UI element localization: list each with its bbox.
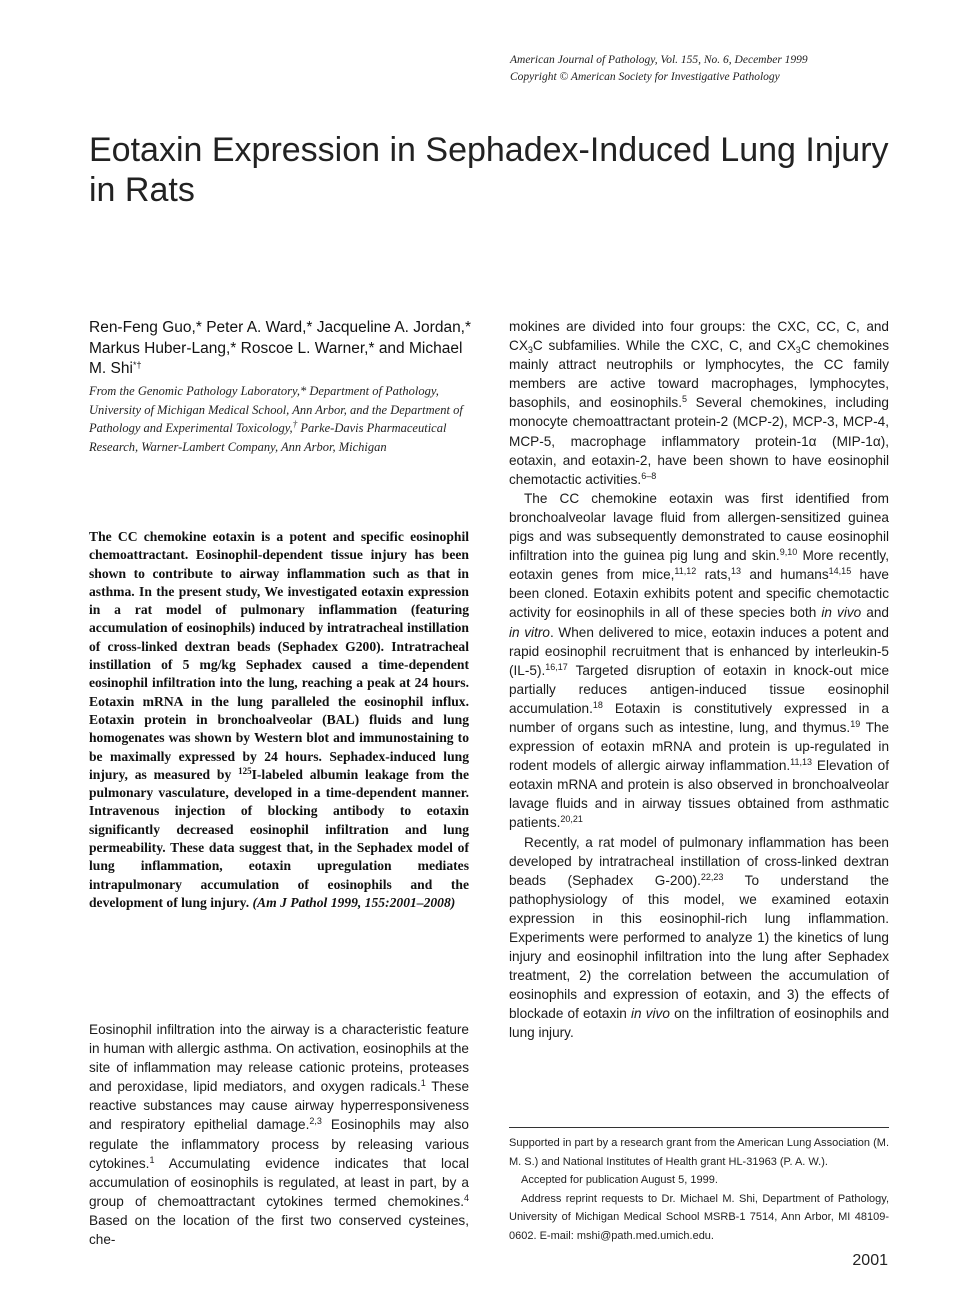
body-text: These reactive substances may cause airway hyperresponsiveness and respiratory epithelial damage. <box>89 1079 470 1133</box>
body-text: Based on the location of the first two conserved cysteines, che- <box>89 1212 469 1248</box>
abstract <box>89 528 469 912</box>
introduction-paragraph <box>89 1020 469 1249</box>
reference-superscript: 13 <box>731 566 742 577</box>
reference-superscript: 4 <box>463 1192 469 1203</box>
body-paragraph <box>509 489 889 833</box>
body-text: Eotaxin is constitutively expressed in a number of organs such as intestine, lung, and thymus. <box>509 700 889 735</box>
body-paragraph <box>509 833 889 1043</box>
body-text: and humans <box>741 567 829 583</box>
journal-header <box>510 52 930 86</box>
abstract-text: I-labeled albumin leakage from the pulmonary vasculature, developed in a time-dependent manner. Intravenous injection of blocking antibody to eotaxin significantly decreased eosinophil infiltration and lung permeability. These data suggest that, in the Sephadex model of lung inflammation, eotaxin upregulation mediates intrapulmonary accumulation of eosinophils and the development of lung injury. <box>89 766 469 910</box>
journal-citation: American Journal of Pathology, Vol. 155, No. 6, December 1999 <box>510 54 808 66</box>
body-text: mokines are divided into four groups: the CXC, CC, C, and CX <box>509 319 889 354</box>
body-text: on the infiltration of eosinophils and lung injury. <box>509 1006 890 1041</box>
author-mark: * <box>306 319 313 336</box>
body-text: Accumulating evidence indicates that local accumulation of eosinophils is regulated, at least in part, by a group of chemoattractant cytokines termed chemokines. <box>89 1155 469 1209</box>
author-name: Roscoe L. Warner, <box>240 339 369 357</box>
italic-term: in vitro <box>509 624 550 640</box>
author-list <box>89 318 474 380</box>
author-mark: * <box>195 319 202 336</box>
body-text: Eosinophils may also regulate the inflammatory process by releasing various cytokines. <box>89 1117 469 1171</box>
affiliation-text: Parke-Davis Pharmaceutical Research, Warner-Lambert Company, Ann Arbor, Michigan <box>89 421 447 454</box>
body-text: The expression of eotaxin mRNA and protein is up-regulated in rodent models of allergic airway inflammation. <box>509 719 890 774</box>
funding-note: Supported in part by a research grant from the American Lung Association (M. M. S.) and National Institutes of Health grant HL-31963 (P. A. W.). <box>509 1137 889 1168</box>
body-text: Eosinophil infiltration into the airway is a characteristic feature in human with allergic asthma. On activation, eosinophils at the site of inflammation may release cationic proteins, proteases and peroxidase, lipid mediators, and oxygen radicals. <box>89 1022 469 1095</box>
abstract-citation: (Am J Pathol 1999, 155:2001–2008) <box>252 894 456 910</box>
reference-superscript: 1 <box>420 1078 426 1089</box>
footnotes <box>509 1134 889 1245</box>
reference-superscript: 6–8 <box>641 470 657 481</box>
author-name: Jacqueline A. Jordan, <box>316 319 465 336</box>
reference-superscript: 19 <box>850 718 861 729</box>
abstract-text: The CC chemokine eotaxin is a potent and specific eosinophil chemoattractant. Eosinophil-dependent tissue injury has been shown to contribute to airway inflammation such as that in asthma. In the present study, We investigated eotaxin expression in a rat model of pulmonary inflammation (featuring accumulation of eosinophils) induced by intratracheal instillation of cross-linked dextran beads (Sephadex G200). Intratracheal instillation of 5 mg/kg Sephadex caused a time-dependent eosinophil infiltration into the lung, reaching a peak at 24 hours. Eotaxin mRNA in the lung paralleled the eosinophil influx. Eotaxin protein in bronchoalveolar (BAL) fluids and lung homogenates was shown by Western blot and immunostaining to be maximally expressed by 24 hours. Sephadex-induced lung injury, as measured by <box>89 529 469 782</box>
author-mark: *† <box>132 360 142 370</box>
reprint-note: Address reprint requests to Dr. Michael M. Shi, Department of Pathology, University of Michigan Medical School MSRB-1 7514, Ann Arbor, MI 48109-0602. E-mail: mshi@path.med.umich.edu. <box>509 1192 889 1242</box>
italic-term: in vivo <box>821 605 862 621</box>
reference-superscript: 20,21 <box>560 814 583 825</box>
body-text: have been cloned. Eotaxin exhibits potent and specific chemotactic activity for eosinophils in all of these species both <box>509 567 889 621</box>
reference-superscript: 16,17 <box>545 661 568 672</box>
reference-superscript: 1 <box>149 1154 155 1165</box>
accepted-note: Accepted for publication August 5, 1999. <box>521 1174 718 1186</box>
author-mark: * <box>368 339 375 357</box>
author-name: and Michael M. Shi <box>89 339 463 377</box>
body-text: More recently, eotaxin genes from mice, <box>509 548 889 583</box>
author-mark: * <box>230 339 237 357</box>
subscript: 3 <box>527 345 533 356</box>
journal-copyright: Copyright © American Society for Investigative Pathology <box>510 71 780 83</box>
body-text: and <box>861 605 889 621</box>
reference-superscript: 11,13 <box>790 757 813 768</box>
reference-superscript: 14,15 <box>828 566 852 577</box>
page-number: 2001 <box>852 1252 888 1269</box>
reference-superscript: 9,10 <box>779 547 798 558</box>
reference-superscript: 2,3 <box>309 1116 322 1127</box>
body-paragraph <box>509 317 889 489</box>
affiliations <box>89 382 474 456</box>
body-text: rats, <box>696 567 732 583</box>
body-text: C chemokines mainly attract neutrophils or lymphocytes, the CC family members are active toward macrophages, lymphocytes, basophils, and eosinophils. <box>509 338 889 411</box>
reference-superscript: 5 <box>681 394 687 405</box>
author-name: Ren-Feng Guo, <box>89 319 196 336</box>
footnote-divider <box>509 1127 889 1128</box>
body-text: The CC chemokine eotaxin was first identified from bronchoalveolar lavage fluid from allergen-sensitized guinea pigs and was subsequently demonstrated to cause eosinophil infiltration into the guinea pig lung and skin. <box>509 490 889 564</box>
affiliation-text: Department of Pathology, University of Michigan Medical School, Ann Arbor, and the Department of Pathology and Experimental Toxicology, <box>89 384 463 435</box>
reference-superscript: 22,23 <box>700 871 724 882</box>
body-text: Several chemokines, including monocyte chemoattractant protein-2 (MCP-2), MCP-3, MCP-4, MCP-5, macrophage inflammatory protein-1α (MIP-1α), eotaxin, and eotaxin-2, have been shown to have eosinophil chemotactic activities. <box>509 395 889 487</box>
isotope-superscript: 125 <box>238 765 252 776</box>
affiliation-mark: * <box>299 384 307 398</box>
body-text: C subfamilies. While the CXC, C, and CX <box>532 338 796 354</box>
reference-superscript: 11,12 <box>674 566 697 577</box>
author-mark: * <box>465 319 472 336</box>
affiliation-mark: † <box>292 419 298 429</box>
affiliation-text: From the Genomic Pathology Laboratory, <box>89 384 300 398</box>
body-text: Elevation of eotaxin mRNA and protein is also observed in bronchoalveolar lavage fluids and in airway tissues obtained from asthmatic patients. <box>509 758 889 831</box>
body-text: To understand the pathophysiology of this model, we examined eotaxin expression in this eosinophil-rich lung inflammation. Experiments were performed to analyze 1) the kinetics of lung injury and eosinophil infiltration into the lung after Sephadex treatment, 2) the correlation between the accumulation of eosinophils and expression of eotaxin, and 3) the effects of blockade of eotaxin <box>509 872 889 1022</box>
author-name: Peter A. Ward, <box>206 319 307 336</box>
body-text: Targeted disruption of eotaxin in knock-out mice partially reduces antigen-induced tissue eosinophil accumulation. <box>509 662 889 716</box>
subscript: 3 <box>795 345 801 356</box>
right-column <box>509 317 889 1043</box>
author-name: Markus Huber-Lang, <box>89 339 231 357</box>
article-title: Eotaxin Expression in Sephadex-Induced Lung Injury in Rats <box>89 131 889 209</box>
reference-superscript: 18 <box>592 699 603 710</box>
italic-term: in vivo <box>631 1006 670 1022</box>
body-text: Recently, a rat model of pulmonary inflammation has been developed by intratracheal instillation of cross-linked dextran beads (Sephadex G-200). <box>509 834 889 888</box>
body-text: . When delivered to mice, eotaxin induces a potent and rapid eosinophil recruitment that is enhanced by interleukin-5 (IL-5). <box>509 624 889 678</box>
